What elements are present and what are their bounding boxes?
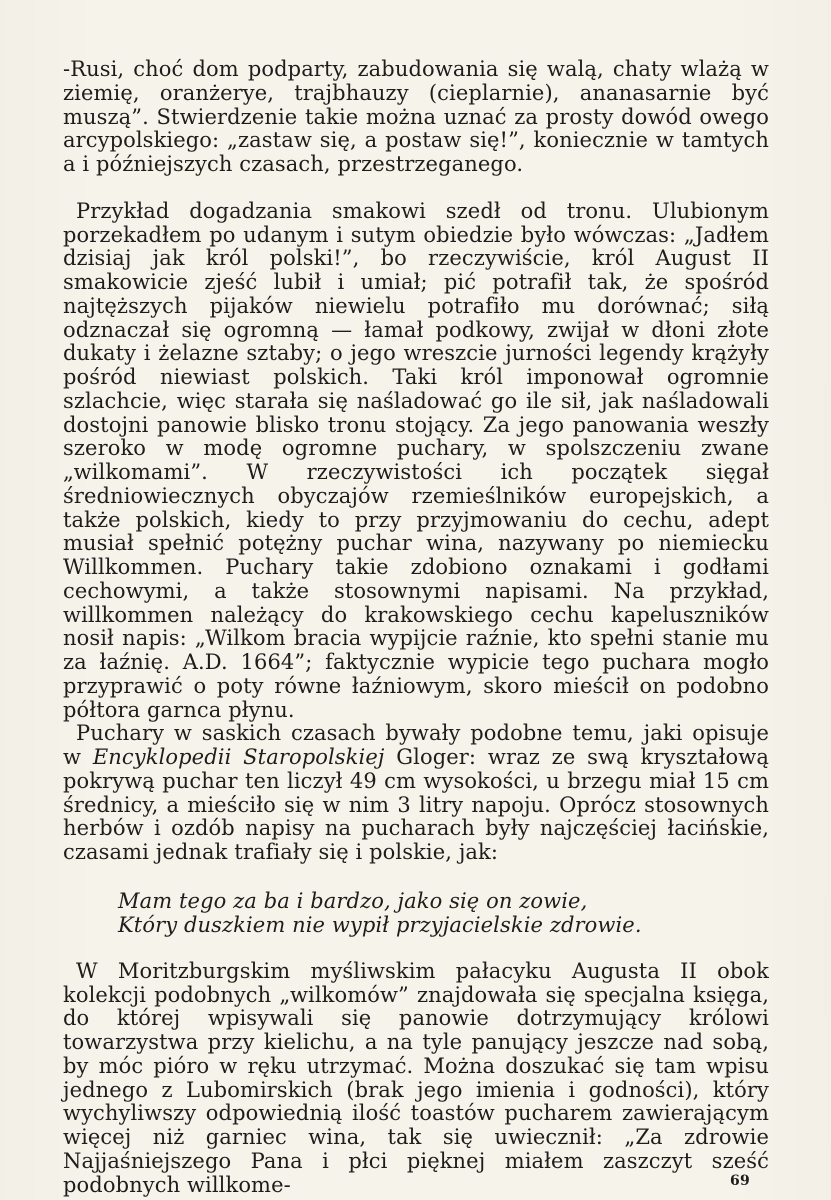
paragraph-2: Przykład dogadzania smakowi szedł od tronu. Ulubionym porzekadłem po udanym i sutym obiedzie było wówczas: „Jadłem dzisiaj jak król polski!”, bo rzeczywiście, król August II smakowicie zjeść lubił i umiał; pić potrafił tak, że spośród najtęższych pijaków niewielu potrafiło mu dorównać; siłą odznaczał się ogromną — łamał podkowy, zwijał w dłoni złote dukaty i żelazne sztaby; o jego wreszcie jurności legendy krążyły pośród niewiast polskich. Taki król imponował ogromnie szlachcie, więc starała się naśladować go ile sił, jak naśladowali dostojni panowie blisko tronu stojący. Za jego panowania weszły szeroko w modę ogromne puchary, w spolszczeniu zwane „wilkomami”. W rzeczywistości ich początek sięgał średniowiecznych obyczajów rzemieślników europejskich, a także polskich, kiedy to przy przyjmowaniu do cechu, adept musiał spełnić potężny puchar wina, nazywany po niemiecku Willkommen. Puchary takie zdobiono oznakami i godłami cechowymi, a także stosownymi napisami. Na przykład, willkommen należący do krakowskiego cechu kapeluszników nosił napis: „Wilkom bracia wypijcie raźnie, kto spełni stanie mu za łaźnię. A.D. 1664”; faktycznie wypicie tego puchara mogło przyprawić o poty równe łaźniowym, skoro mieścił on podobno półtora garnca płynu.: [63, 198, 769, 722]
paragraph-3-before: Puchary w saskich czasach bywały podobne temu, jaki opisuje w: [63, 721, 769, 769]
poem: [118, 889, 769, 937]
paragraph-1: -Rusi, choć dom podparty, zabudowania się walą, chaty wlażą w ziemię, oranżerye, trajbhauzy (cieplarnie), ananasarnie być muszą”. Stwierdzenie takie można uznać za prosty dowód owego arcypolskiego: „zastaw się, a postaw się!”, koniecznie w tamtych a i późniejszych czasach, przestrzeganego.: [63, 57, 769, 176]
page-number: 69: [730, 1173, 750, 1189]
poem-line-2: Który duszkiem nie wypił przyjacielskie zdrowie.: [118, 912, 642, 937]
poem-line-1: Mam tego za ba i bardzo, jako się on zowie,: [118, 888, 588, 913]
paragraph-4: W Moritzburgskim myśliwskim pałacyku Augusta II obok kolekcji podobnych „wilkomów” znajdowała się specjalna księga, do której wpisywali się panowie dotrzymujący królowi towarzystwa przy kielichu, a na tyle panujący jeszcze nad sobą, by móc pióro w ręku utrzymać. Można doszukać się tam wpisu jednego z Lubomirskich (brak jego imienia i godności), który wychyliwszy odpowiednią ilość toastów pucharem zawierającym więcej niż garniec wina, tak się uwiecznił: „Za zdrowie Najjaśniejszego Pana i płci pięknej miałem zaszczyt sześć podobnych willkome-: [63, 958, 769, 1197]
book-title: Encyklopedii Staropolskiej: [92, 745, 385, 769]
paragraph-3-after: Gloger: wraz ze swą kryształową pokrywą puchar ten liczył 49 cm wysokości, u brzegu miał 15 cm średnicy, a mieściło się w nim 3 litry napoju. Oprócz stosownych herbów i ozdób napisy na pucharach były najczęściej łacińskie, czasami jednak trafiały się i polskie, jak:: [63, 745, 769, 864]
page-text: [63, 58, 769, 1197]
paragraph-3: [63, 722, 769, 865]
